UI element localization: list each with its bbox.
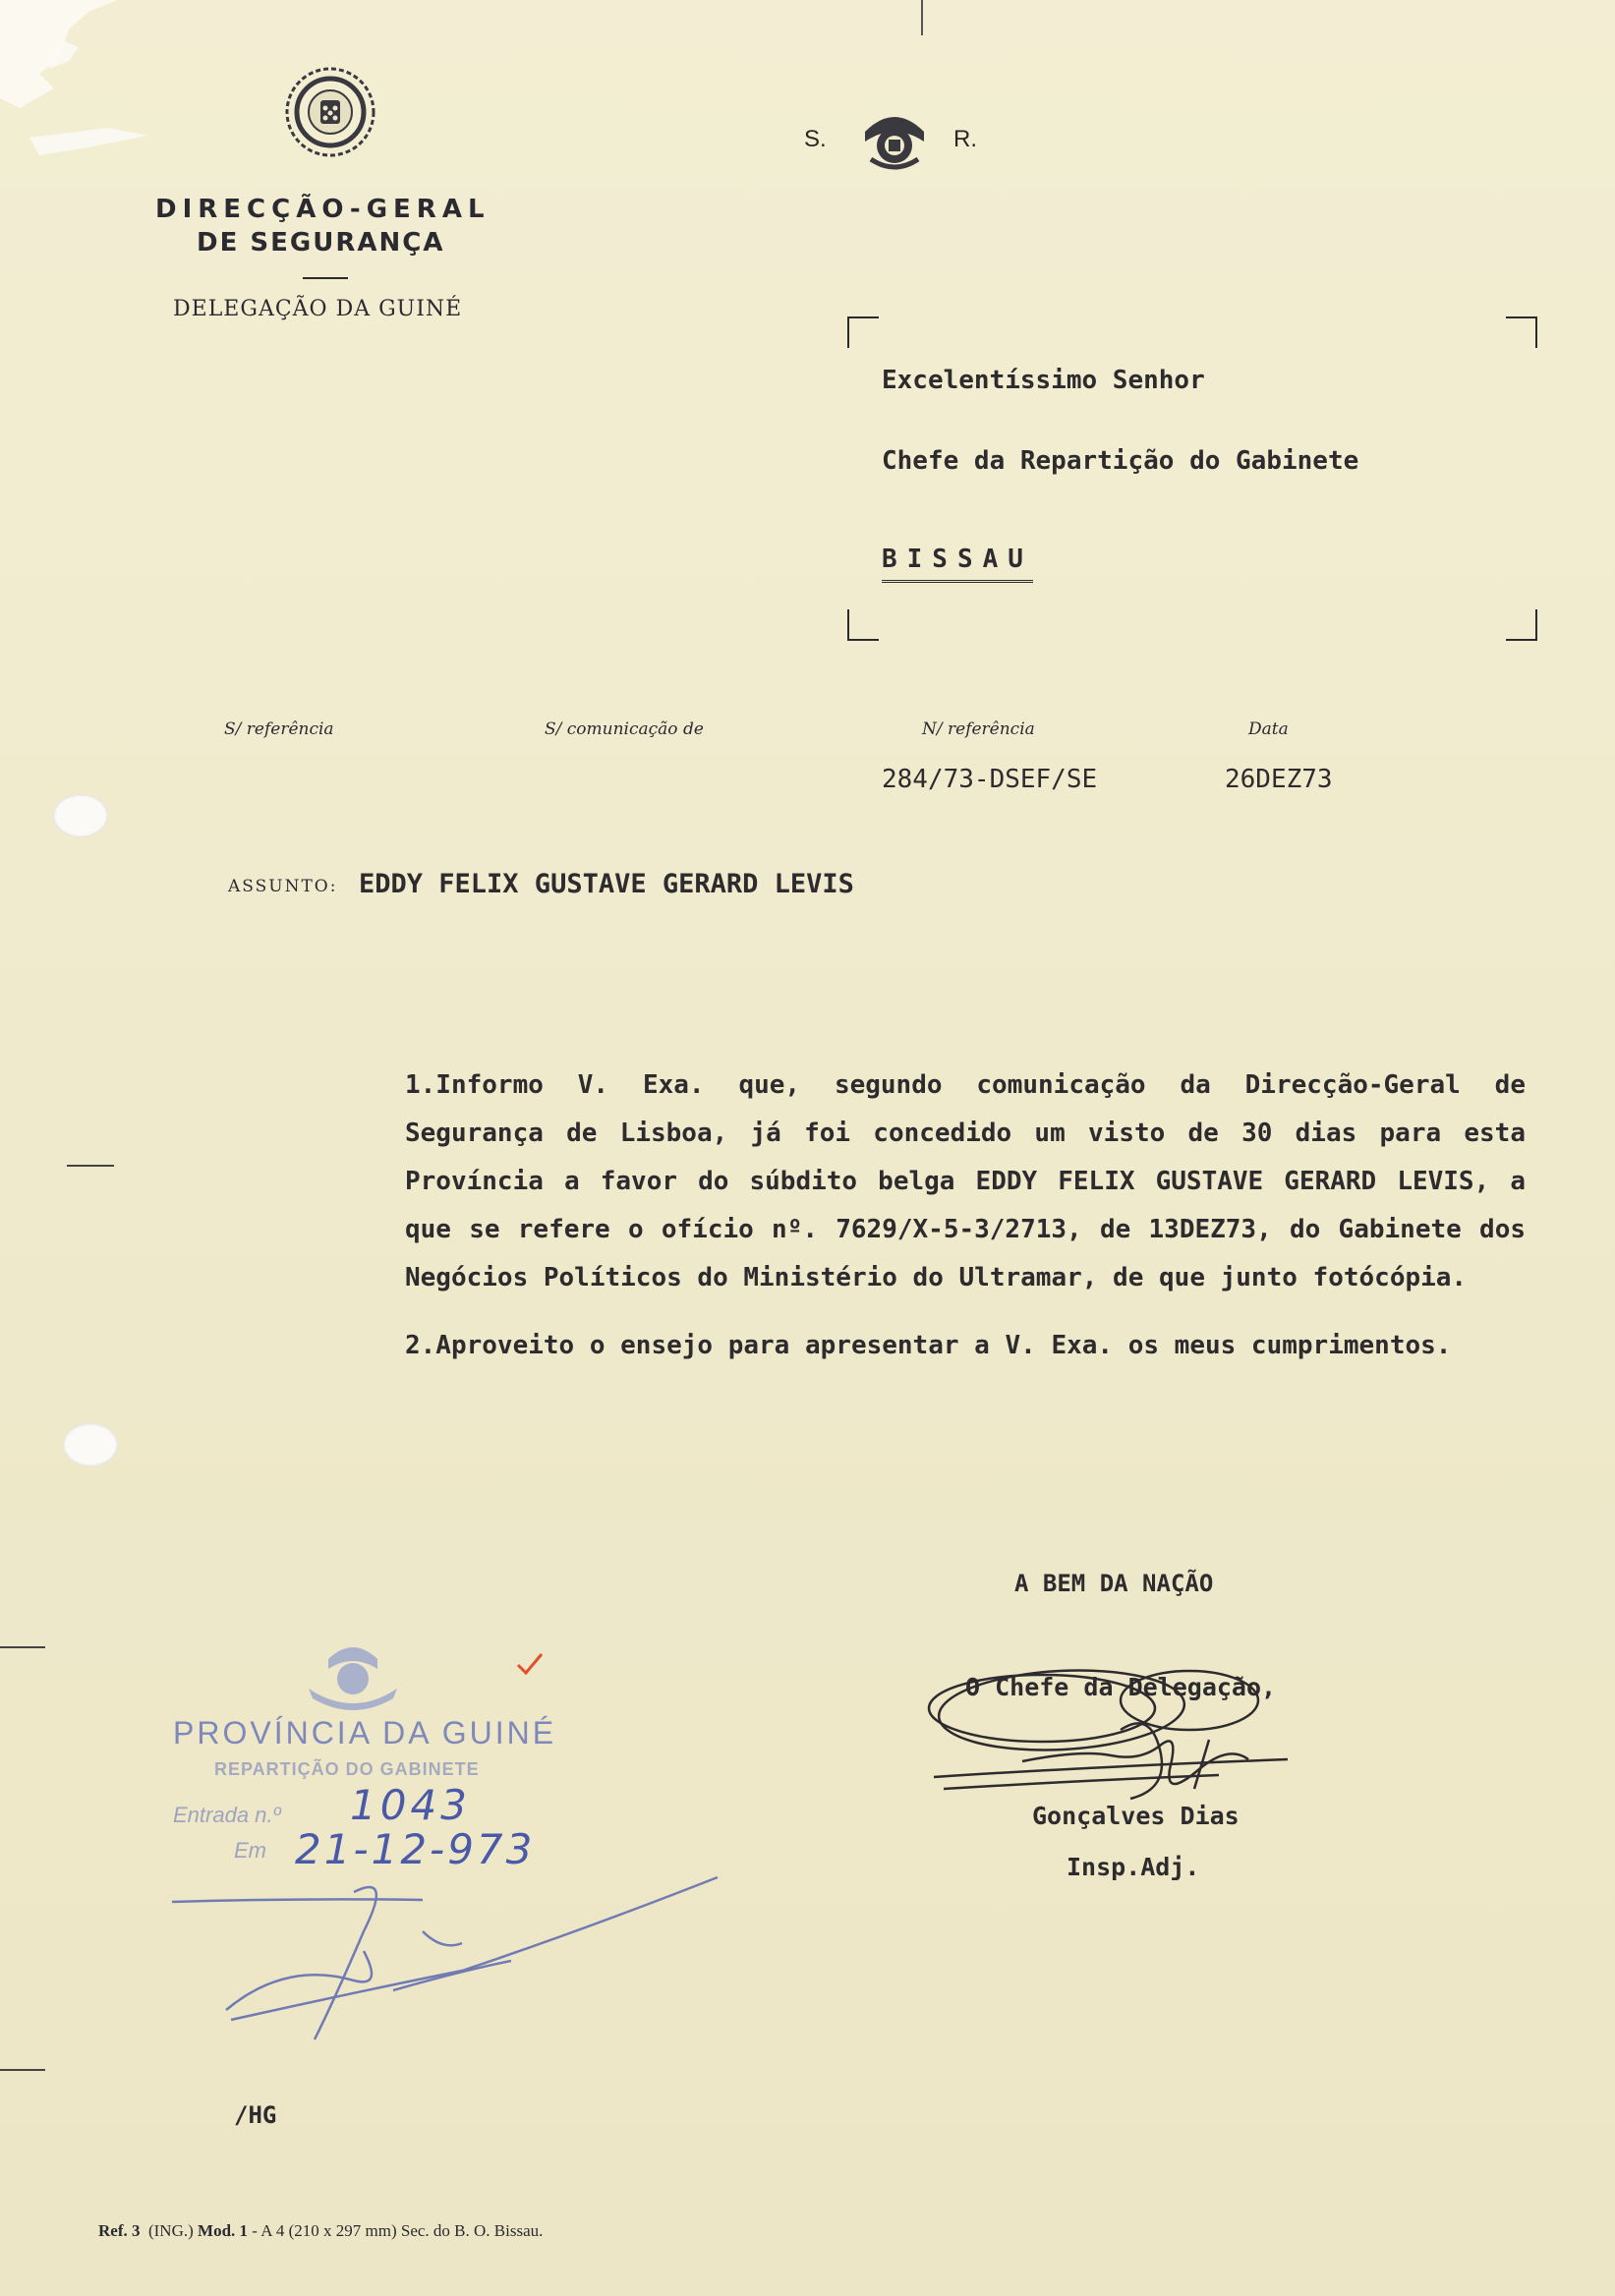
- date-label: Data: [1248, 719, 1289, 739]
- margin-mark: [0, 1646, 45, 1648]
- punch-hole: [53, 794, 108, 837]
- subject-value: EDDY FELIX GUSTAVE GERARD LEVIS: [359, 869, 854, 899]
- subject-label: ASSUNTO:: [228, 877, 338, 896]
- check-mark-icon: [515, 1651, 545, 1677]
- sr-left-letter: S.: [804, 126, 827, 152]
- delegation-name: DELEGAÇÃO DA GUINÉ: [173, 297, 463, 321]
- margin-mark: [0, 2069, 45, 2071]
- punch-hole: [63, 1423, 118, 1466]
- handwritten-initials-signature: [167, 1872, 727, 2059]
- n-referencia-value: 284/73-DSEF/SE: [882, 765, 1098, 794]
- secret-seal-icon: [855, 102, 934, 175]
- letter-body: [405, 1062, 1526, 1370]
- stamp-date-label: Em: [234, 1838, 266, 1863]
- address-bracket: [1506, 609, 1537, 641]
- stamp-entry-label: Entrada n.º: [173, 1803, 281, 1827]
- s-comunicacao-label: S/ comunicação de: [545, 719, 704, 739]
- handwritten-entry-date: 21-12-973: [295, 1825, 536, 1873]
- signatory-title: O Chefe da Delegação,: [965, 1673, 1277, 1701]
- address-bracket: [1506, 316, 1537, 348]
- stamp-crest-icon: [299, 1639, 407, 1718]
- recipient-title: Chefe da Repartição do Gabinete: [882, 446, 1359, 476]
- body-paragraph-2: 2.Aproveito o ensejo para apresentar a V. Exa. os meus cumprimentos.: [405, 1331, 1452, 1360]
- form-footer: [98, 2221, 543, 2241]
- address-bracket: [847, 609, 879, 641]
- margin-mark: [67, 1165, 114, 1167]
- coat-of-arms-emblem-icon: [283, 65, 377, 159]
- fold-line: [921, 0, 923, 35]
- typist-initials: /HG: [234, 2101, 277, 2129]
- sr-right-letter: R.: [953, 126, 977, 152]
- footer-ref: Ref. 3: [98, 2221, 141, 2240]
- footer-ing: (ING.): [147, 2221, 194, 2240]
- handwritten-entry-number: 1043: [350, 1781, 471, 1829]
- org-name-line2: DE SEGURANÇA: [197, 228, 445, 258]
- body-paragraph-1: 1.Informo V. Exa. que, segundo comunicação da Direcção-Geral de Segurança de Lisboa, já foi concedido um visto de 30 dias para esta Província a favor do súbdito belga EDDY FELIX GUSTAVE GERARD LEVIS, a que se refere o ofício nº. 7629/X-5-3/2713, de 13DEZ73, do Gabinete dos Negócios Políticos do Ministério do Ultramar, de que junto fotócópia.: [405, 1070, 1526, 1292]
- torn-corner: [0, 0, 167, 177]
- header-divider: [303, 277, 348, 279]
- footer-rest: - A 4 (210 x 297 mm) Sec. do B. O. Bissau.: [252, 2221, 544, 2240]
- signatory-rank: Insp.Adj.: [1067, 1853, 1200, 1881]
- stamp-province: PROVÍNCIA DA GUINÉ: [173, 1715, 557, 1751]
- signatory-name: Gonçalves Dias: [1032, 1802, 1240, 1830]
- address-bracket: [847, 316, 879, 348]
- footer-model: Mod. 1: [198, 2221, 249, 2240]
- s-referencia-label: S/ referência: [224, 719, 334, 739]
- stamp-office: REPARTIÇÃO DO GABINETE: [214, 1759, 480, 1779]
- org-name-line1: DIRECÇÃO-GERAL: [155, 195, 490, 224]
- recipient-city: BISSAU: [882, 545, 1033, 583]
- recipient-salutation: Excelentíssimo Senhor: [882, 366, 1205, 395]
- n-referencia-label: N/ referência: [922, 719, 1035, 739]
- date-value: 26DEZ73: [1225, 765, 1333, 794]
- closing-motto: A BEM DA NAÇÃO: [1014, 1570, 1214, 1597]
